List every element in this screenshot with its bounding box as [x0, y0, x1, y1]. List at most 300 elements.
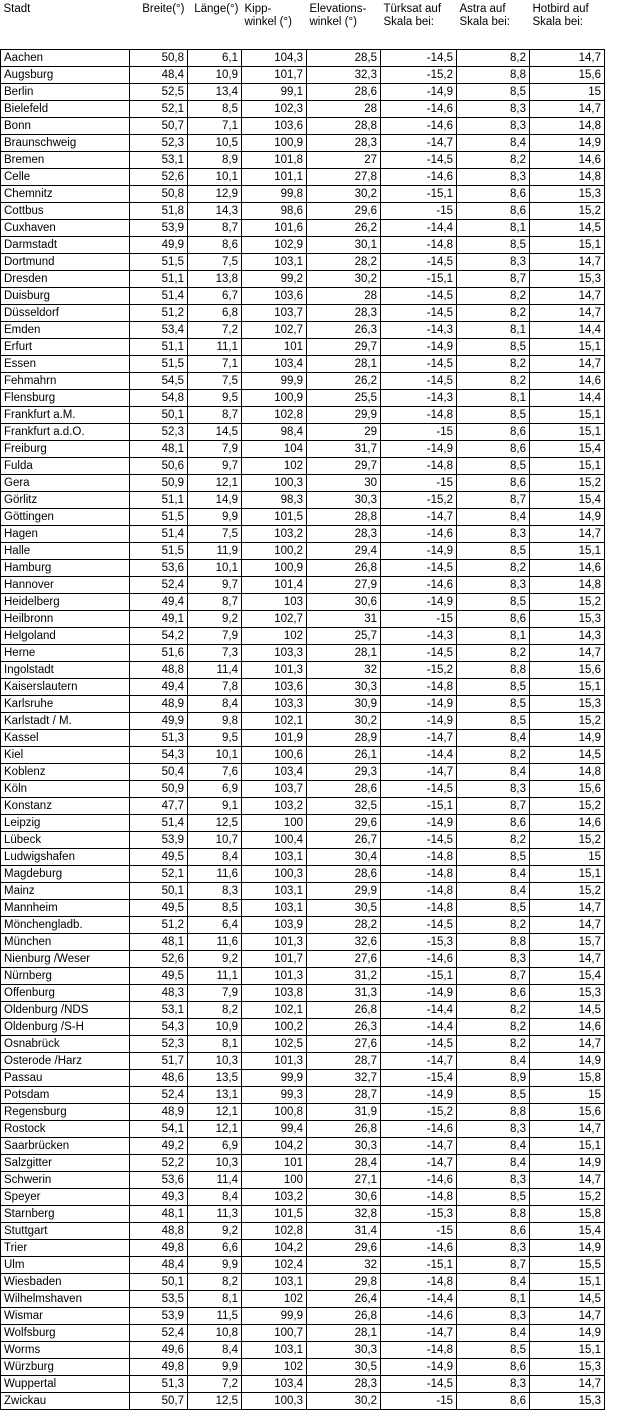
city-cell: Karlstadt / M. — [1, 713, 130, 730]
latitude-cell: 52,6 — [130, 169, 188, 186]
elevation-angle-cell: 30,2 — [307, 713, 381, 730]
astra-cell: 8,3 — [457, 951, 530, 968]
longitude-cell: 11,5 — [188, 1308, 242, 1325]
longitude-cell: 8,4 — [188, 1342, 242, 1359]
tilt-angle-cell: 103,4 — [242, 356, 307, 373]
elevation-angle-cell: 30,5 — [307, 900, 381, 917]
longitude-cell: 10,7 — [188, 832, 242, 849]
tuerksat-cell: -14,8 — [381, 1274, 457, 1291]
astra-cell: 8,4 — [457, 1274, 530, 1291]
astra-cell: 8,5 — [457, 84, 530, 101]
astra-cell: 8,2 — [457, 356, 530, 373]
longitude-cell: 9,2 — [188, 1223, 242, 1240]
tilt-angle-cell: 103,6 — [242, 288, 307, 305]
tuerksat-cell: -14,5 — [381, 50, 457, 67]
elevation-angle-cell: 30,9 — [307, 696, 381, 713]
elevation-angle-cell: 30,2 — [307, 271, 381, 288]
table-row — [1, 815, 605, 832]
elevation-angle-cell: 29,6 — [307, 815, 381, 832]
elevation-angle-cell: 29,9 — [307, 883, 381, 900]
hotbird-cell: 15,1 — [530, 237, 605, 254]
astra-cell: 8,4 — [457, 1138, 530, 1155]
astra-cell: 8,3 — [457, 169, 530, 186]
tilt-angle-cell: 100,2 — [242, 543, 307, 560]
longitude-cell: 11,4 — [188, 1172, 242, 1189]
city-cell: Nienburg /Weser — [1, 951, 130, 968]
latitude-cell: 48,4 — [130, 1257, 188, 1274]
city-cell: Görlitz — [1, 492, 130, 509]
hotbird-cell: 14,9 — [530, 135, 605, 152]
city-cell: Rostock — [1, 1121, 130, 1138]
table-row — [1, 866, 605, 883]
hotbird-cell: 15,1 — [530, 424, 605, 441]
longitude-cell: 13,1 — [188, 1087, 242, 1104]
table-row — [1, 968, 605, 985]
tilt-angle-cell: 98,3 — [242, 492, 307, 509]
elevation-angle-cell: 31,2 — [307, 968, 381, 985]
hotbird-cell: 14,9 — [530, 509, 605, 526]
table-row — [1, 1087, 605, 1104]
table-row — [1, 441, 605, 458]
hotbird-cell: 15,1 — [530, 458, 605, 475]
elevation-angle-cell: 30,1 — [307, 237, 381, 254]
tuerksat-cell: -14,5 — [381, 781, 457, 798]
elevation-angle-cell: 32 — [307, 1257, 381, 1274]
table-row — [1, 730, 605, 747]
longitude-cell: 10,9 — [188, 67, 242, 84]
table-row — [1, 1376, 605, 1393]
longitude-cell: 10,1 — [188, 560, 242, 577]
table-row — [1, 1053, 605, 1070]
latitude-cell: 52,2 — [130, 1155, 188, 1172]
hotbird-cell: 15,1 — [530, 679, 605, 696]
tilt-angle-cell: 99,8 — [242, 186, 307, 203]
table-row — [1, 526, 605, 543]
tuerksat-cell: -14,5 — [381, 832, 457, 849]
tilt-angle-cell: 102,8 — [242, 407, 307, 424]
tilt-angle-cell: 102,3 — [242, 101, 307, 118]
tuerksat-cell: -14,7 — [381, 509, 457, 526]
longitude-cell: 12,1 — [188, 1104, 242, 1121]
tilt-angle-cell: 99,2 — [242, 271, 307, 288]
tuerksat-cell: -14,6 — [381, 1308, 457, 1325]
tilt-angle-cell: 104,2 — [242, 1240, 307, 1257]
latitude-cell: 51,4 — [130, 288, 188, 305]
tilt-angle-cell: 101,5 — [242, 1206, 307, 1223]
tilt-angle-cell: 101,3 — [242, 934, 307, 951]
astra-cell: 8,6 — [457, 985, 530, 1002]
tuerksat-cell: -15,2 — [381, 662, 457, 679]
tuerksat-cell: -15,1 — [381, 186, 457, 203]
elevation-angle-cell: 26,3 — [307, 1019, 381, 1036]
tilt-angle-cell: 102,1 — [242, 713, 307, 730]
hotbird-cell: 14,9 — [530, 1053, 605, 1070]
table-row — [1, 1019, 605, 1036]
longitude-cell: 11,6 — [188, 934, 242, 951]
astra-cell: 8,3 — [457, 254, 530, 271]
tilt-angle-cell: 103,4 — [242, 764, 307, 781]
header-latitude: Breite(°) — [142, 3, 185, 15]
table-row — [1, 713, 605, 730]
latitude-cell: 48,1 — [130, 441, 188, 458]
city-cell: Mainz — [1, 883, 130, 900]
astra-cell: 8,8 — [457, 1206, 530, 1223]
latitude-cell: 48,1 — [130, 1206, 188, 1223]
hotbird-cell: 14,8 — [530, 577, 605, 594]
elevation-angle-cell: 28,7 — [307, 1087, 381, 1104]
hotbird-cell: 15,4 — [530, 492, 605, 509]
longitude-cell: 9,5 — [188, 730, 242, 747]
longitude-cell: 7,9 — [188, 441, 242, 458]
table-row — [1, 798, 605, 815]
table-row — [1, 1172, 605, 1189]
table-row — [1, 696, 605, 713]
tuerksat-cell: -15 — [381, 1393, 457, 1410]
tilt-angle-cell: 102,5 — [242, 1036, 307, 1053]
latitude-cell: 52,1 — [130, 866, 188, 883]
astra-cell: 8,2 — [457, 645, 530, 662]
table-row — [1, 458, 605, 475]
hotbird-cell: 14,7 — [530, 288, 605, 305]
latitude-cell: 53,6 — [130, 560, 188, 577]
elevation-angle-cell: 32,6 — [307, 934, 381, 951]
hotbird-cell: 15,4 — [530, 441, 605, 458]
latitude-cell: 54,2 — [130, 628, 188, 645]
tuerksat-cell: -14,4 — [381, 1291, 457, 1308]
longitude-cell: 8,4 — [188, 696, 242, 713]
latitude-cell: 50,1 — [130, 1274, 188, 1291]
longitude-cell: 7,9 — [188, 985, 242, 1002]
latitude-cell: 51,3 — [130, 730, 188, 747]
elevation-angle-cell: 26,8 — [307, 560, 381, 577]
table-row — [1, 390, 605, 407]
city-cell: Hannover — [1, 577, 130, 594]
table-row — [1, 1291, 605, 1308]
longitude-cell: 8,2 — [188, 1274, 242, 1291]
header-astra-scale: Astra auf Skala bei: — [459, 3, 511, 28]
longitude-cell: 7,9 — [188, 628, 242, 645]
longitude-cell: 8,7 — [188, 594, 242, 611]
longitude-cell: 7,5 — [188, 526, 242, 543]
city-cell: Offenburg — [1, 985, 130, 1002]
hotbird-cell: 14,7 — [530, 1172, 605, 1189]
city-cell: Herne — [1, 645, 130, 662]
hotbird-cell: 15,3 — [530, 271, 605, 288]
elevation-angle-cell: 26,8 — [307, 1002, 381, 1019]
tuerksat-cell: -14,6 — [381, 118, 457, 135]
astra-cell: 8,2 — [457, 1002, 530, 1019]
table-row — [1, 900, 605, 917]
astra-cell: 8,2 — [457, 288, 530, 305]
elevation-angle-cell: 26,2 — [307, 373, 381, 390]
astra-cell: 8,7 — [457, 492, 530, 509]
astra-cell: 8,3 — [457, 101, 530, 118]
table-row — [1, 1138, 605, 1155]
table-row — [1, 1036, 605, 1053]
elevation-angle-cell: 28,7 — [307, 1053, 381, 1070]
city-cell: Dresden — [1, 271, 130, 288]
table-row — [1, 611, 605, 628]
city-cell: Bonn — [1, 118, 130, 135]
city-cell: Chemnitz — [1, 186, 130, 203]
table-row — [1, 288, 605, 305]
longitude-cell: 6,8 — [188, 305, 242, 322]
city-cell: Salzgitter — [1, 1155, 130, 1172]
astra-cell: 8,1 — [457, 220, 530, 237]
city-cell: Köln — [1, 781, 130, 798]
longitude-cell: 10,1 — [188, 169, 242, 186]
table-row — [1, 1308, 605, 1325]
elevation-angle-cell: 32,3 — [307, 67, 381, 84]
latitude-cell: 50,4 — [130, 764, 188, 781]
tilt-angle-cell: 100,3 — [242, 1393, 307, 1410]
tilt-angle-cell: 101,5 — [242, 509, 307, 526]
astra-cell: 8,5 — [457, 339, 530, 356]
latitude-cell: 53,9 — [130, 220, 188, 237]
astra-cell: 8,6 — [457, 441, 530, 458]
elevation-angle-cell: 29,7 — [307, 339, 381, 356]
latitude-cell: 51,5 — [130, 509, 188, 526]
hotbird-cell: 15,4 — [530, 968, 605, 985]
city-cell: Würzburg — [1, 1359, 130, 1376]
city-cell: Helgoland — [1, 628, 130, 645]
elevation-angle-cell: 27,9 — [307, 577, 381, 594]
city-cell: Kaiserslautern — [1, 679, 130, 696]
tilt-angle-cell: 103,4 — [242, 1376, 307, 1393]
latitude-cell: 51,5 — [130, 254, 188, 271]
longitude-cell: 7,6 — [188, 764, 242, 781]
tilt-angle-cell: 103,1 — [242, 1274, 307, 1291]
tilt-angle-cell: 102,7 — [242, 611, 307, 628]
tuerksat-cell: -14,5 — [381, 560, 457, 577]
tilt-angle-cell: 100,3 — [242, 475, 307, 492]
latitude-cell: 49,3 — [130, 1189, 188, 1206]
astra-cell: 8,4 — [457, 1053, 530, 1070]
elevation-angle-cell: 29,7 — [307, 458, 381, 475]
hotbird-cell: 15,6 — [530, 781, 605, 798]
tuerksat-cell: -15,1 — [381, 271, 457, 288]
tuerksat-cell: -14,8 — [381, 237, 457, 254]
table-header-row — [1, 0, 605, 50]
longitude-cell: 10,3 — [188, 1053, 242, 1070]
elevation-angle-cell: 28,3 — [307, 526, 381, 543]
city-cell: Duisburg — [1, 288, 130, 305]
latitude-cell: 54,5 — [130, 373, 188, 390]
tuerksat-cell: -14,5 — [381, 356, 457, 373]
elevation-angle-cell: 26,8 — [307, 1121, 381, 1138]
elevation-angle-cell: 28 — [307, 101, 381, 118]
table-row — [1, 220, 605, 237]
hotbird-cell: 15,1 — [530, 339, 605, 356]
latitude-cell: 49,4 — [130, 594, 188, 611]
astra-cell: 8,6 — [457, 1223, 530, 1240]
latitude-cell: 49,2 — [130, 1138, 188, 1155]
tuerksat-cell: -14,6 — [381, 951, 457, 968]
tilt-angle-cell: 103,9 — [242, 917, 307, 934]
tuerksat-cell: -14,6 — [381, 101, 457, 118]
header-city: Stadt — [3, 3, 31, 15]
elevation-angle-cell: 26,1 — [307, 747, 381, 764]
astra-cell: 8,2 — [457, 373, 530, 390]
latitude-cell: 52,3 — [130, 1036, 188, 1053]
city-cell: Emden — [1, 322, 130, 339]
latitude-cell: 50,1 — [130, 407, 188, 424]
longitude-cell: 7,8 — [188, 679, 242, 696]
tilt-angle-cell: 103,1 — [242, 883, 307, 900]
latitude-cell: 51,1 — [130, 492, 188, 509]
elevation-angle-cell: 31,7 — [307, 441, 381, 458]
latitude-cell: 47,7 — [130, 798, 188, 815]
elevation-angle-cell: 28,8 — [307, 509, 381, 526]
hotbird-cell: 14,6 — [530, 373, 605, 390]
tuerksat-cell: -14,9 — [381, 696, 457, 713]
astra-cell: 8,2 — [457, 50, 530, 67]
tuerksat-cell: -14,8 — [381, 900, 457, 917]
city-cell: Bielefeld — [1, 101, 130, 118]
elevation-angle-cell: 28,2 — [307, 254, 381, 271]
astra-cell: 8,5 — [457, 679, 530, 696]
latitude-cell: 49,1 — [130, 611, 188, 628]
hotbird-cell: 15,2 — [530, 713, 605, 730]
city-cell: Koblenz — [1, 764, 130, 781]
city-cell: Dortmund — [1, 254, 130, 271]
tuerksat-cell: -14,4 — [381, 1019, 457, 1036]
astra-cell: 8,2 — [457, 305, 530, 322]
hotbird-cell: 14,7 — [530, 917, 605, 934]
elevation-angle-cell: 28 — [307, 288, 381, 305]
longitude-cell: 8,5 — [188, 101, 242, 118]
table-row — [1, 1240, 605, 1257]
hotbird-cell: 14,7 — [530, 526, 605, 543]
hotbird-cell: 14,7 — [530, 1036, 605, 1053]
tilt-angle-cell: 102,7 — [242, 322, 307, 339]
latitude-cell: 51,1 — [130, 271, 188, 288]
astra-cell: 8,2 — [457, 917, 530, 934]
hotbird-cell: 15,1 — [530, 407, 605, 424]
elevation-angle-cell: 30,3 — [307, 1342, 381, 1359]
tuerksat-cell: -14,8 — [381, 458, 457, 475]
city-cell: Fehmahrn — [1, 373, 130, 390]
hotbird-cell: 14,7 — [530, 101, 605, 118]
city-cell: Göttingen — [1, 509, 130, 526]
hotbird-cell: 14,4 — [530, 390, 605, 407]
table-row — [1, 1206, 605, 1223]
table-row — [1, 917, 605, 934]
table-row — [1, 883, 605, 900]
hotbird-cell: 14,5 — [530, 747, 605, 764]
tuerksat-cell: -14,8 — [381, 866, 457, 883]
elevation-angle-cell: 26,8 — [307, 1308, 381, 1325]
tuerksat-cell: -14,7 — [381, 1138, 457, 1155]
astra-cell: 8,3 — [457, 1376, 530, 1393]
latitude-cell: 53,1 — [130, 152, 188, 169]
latitude-cell: 48,9 — [130, 1104, 188, 1121]
longitude-cell: 8,7 — [188, 220, 242, 237]
tilt-angle-cell: 100,9 — [242, 390, 307, 407]
tilt-angle-cell: 100,2 — [242, 1019, 307, 1036]
longitude-cell: 6,9 — [188, 781, 242, 798]
latitude-cell: 50,8 — [130, 50, 188, 67]
city-cell: Augsburg — [1, 67, 130, 84]
header-elevation-angle: Elevations- winkel (°) — [309, 3, 367, 28]
city-cell: Halle — [1, 543, 130, 560]
tuerksat-cell: -15 — [381, 424, 457, 441]
city-cell: Aachen — [1, 50, 130, 67]
hotbird-cell: 14,7 — [530, 645, 605, 662]
astra-cell: 8,2 — [457, 832, 530, 849]
table-row — [1, 373, 605, 390]
header-hotbird-scale: Hotbird auf Skala bei: — [532, 3, 589, 28]
table-row — [1, 101, 605, 118]
latitude-cell: 52,5 — [130, 84, 188, 101]
tuerksat-cell: -15 — [381, 611, 457, 628]
elevation-angle-cell: 27,6 — [307, 951, 381, 968]
tuerksat-cell: -14,5 — [381, 1376, 457, 1393]
hotbird-cell: 15,2 — [530, 883, 605, 900]
elevation-angle-cell: 28,9 — [307, 730, 381, 747]
city-cell: Freiburg — [1, 441, 130, 458]
tuerksat-cell: -15 — [381, 203, 457, 220]
city-cell: Karlsruhe — [1, 696, 130, 713]
city-cell: Frankfurt a.M. — [1, 407, 130, 424]
city-cell: Darmstadt — [1, 237, 130, 254]
longitude-cell: 9,7 — [188, 458, 242, 475]
hotbird-cell: 15,3 — [530, 611, 605, 628]
astra-cell: 8,3 — [457, 1172, 530, 1189]
city-cell: Speyer — [1, 1189, 130, 1206]
city-cell: Ulm — [1, 1257, 130, 1274]
hotbird-cell: 14,6 — [530, 1019, 605, 1036]
tilt-angle-cell: 99,3 — [242, 1087, 307, 1104]
hotbird-cell: 14,9 — [530, 1240, 605, 1257]
tuerksat-cell: -15,4 — [381, 1070, 457, 1087]
city-cell: Wolfsburg — [1, 1325, 130, 1342]
tuerksat-cell: -14,9 — [381, 713, 457, 730]
city-cell: Mönchengladb. — [1, 917, 130, 934]
city-cell: Mannheim — [1, 900, 130, 917]
longitude-cell: 7,1 — [188, 118, 242, 135]
astra-cell: 8,3 — [457, 1308, 530, 1325]
astra-cell: 8,1 — [457, 1291, 530, 1308]
longitude-cell: 9,9 — [188, 509, 242, 526]
table-row — [1, 1393, 605, 1410]
tuerksat-cell: -14,7 — [381, 1155, 457, 1172]
latitude-cell: 53,9 — [130, 832, 188, 849]
latitude-cell: 51,5 — [130, 543, 188, 560]
hotbird-cell: 15,4 — [530, 1223, 605, 1240]
tuerksat-cell: -14,7 — [381, 1053, 457, 1070]
tilt-angle-cell: 101,6 — [242, 220, 307, 237]
tilt-angle-cell: 100 — [242, 1172, 307, 1189]
tilt-angle-cell: 102 — [242, 1359, 307, 1376]
city-cell: Ingolstadt — [1, 662, 130, 679]
astra-cell: 8,3 — [457, 1121, 530, 1138]
city-cell: Ludwigshafen — [1, 849, 130, 866]
hotbird-cell: 15,1 — [530, 1138, 605, 1155]
astra-cell: 8,3 — [457, 526, 530, 543]
astra-cell: 8,6 — [457, 475, 530, 492]
hotbird-cell: 14,9 — [530, 1325, 605, 1342]
hotbird-cell: 15,2 — [530, 203, 605, 220]
table-row — [1, 1359, 605, 1376]
latitude-cell: 50,9 — [130, 781, 188, 798]
elevation-angle-cell: 26,2 — [307, 220, 381, 237]
latitude-cell: 52,3 — [130, 424, 188, 441]
hotbird-cell: 14,7 — [530, 1121, 605, 1138]
table-row — [1, 560, 605, 577]
longitude-cell: 7,5 — [188, 373, 242, 390]
latitude-cell: 51,4 — [130, 815, 188, 832]
